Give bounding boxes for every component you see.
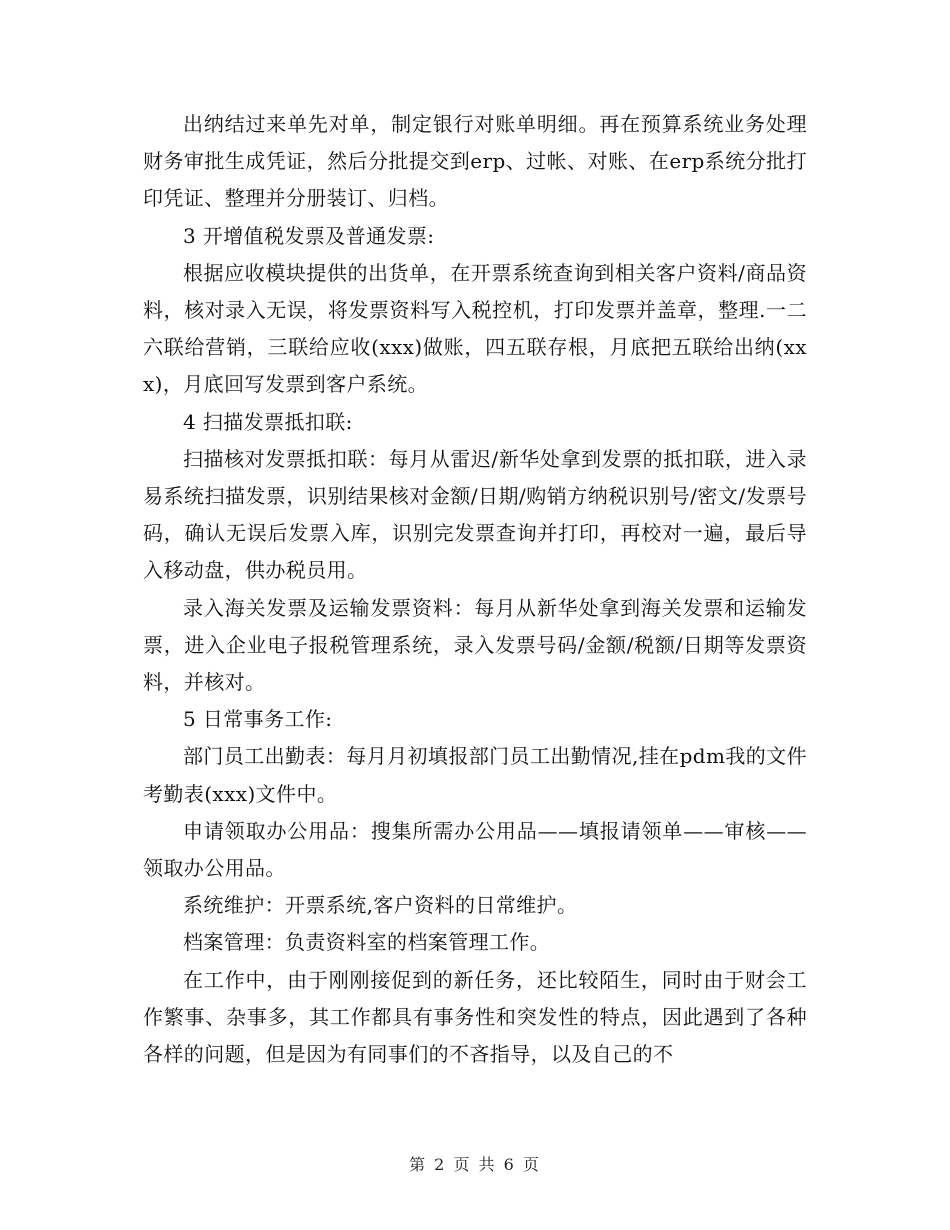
page-number-footer: 第 2 页 共 6 页	[409, 1155, 541, 1174]
paragraph-scan-invoices: 扫描核对发票抵扣联：每月从雷迟/新华处拿到发票的抵扣联，进入录易系统扫描发票，识别结果核对金额/日期/购销方纳税识别号/密文/发票号码，确认无误后发票入库，识别完发票查询并打印，再校对一遍，最后导入移动盘，供办税员用。	[143, 446, 807, 583]
paragraph-cashier-vouchers: 出纳结过来单先对单，制定银行对账单明细。再在预算系统业务处理财务审批生成凭证，然后分批提交到erp、过帐、对账、在erp系统分批打印凭证、整理并分册装订、归档。	[143, 112, 807, 211]
paragraph-invoicing: 根据应收模块提供的出货单，在开票系统查询到相关客户资料/商品资料，核对录入无误，将发票资料写入税控机，打印发票并盖章，整理.一二六联给营销，三联给应收(xxx)做账，四五联存根，月底把五联给出纳(xxx)，月底回写发票到客户系统。	[143, 260, 807, 397]
paragraph-archive-management: 档案管理：负责资料室的档案管理工作。	[183, 930, 551, 955]
heading-daily-work: 5 日常事务工作:	[183, 707, 333, 732]
paragraph-system-maintenance: 系统维护：开票系统,客户资料的日常维护。	[183, 893, 578, 918]
document-body	[143, 106, 807, 1073]
heading-scan-invoices: 4 扫描发票抵扣联:	[183, 409, 353, 434]
paragraph-attendance: 部门员工出勤表：每月月初填报部门员工出勤情况,挂在pdm我的文件考勤表(xxx)文件中。	[143, 744, 807, 806]
paragraph-office-supplies: 申请领取办公用品：搜集所需办公用品——填报请领单——审核——领取办公用品。	[143, 818, 807, 881]
paragraph-work-reflection: 在工作中，由于刚刚接促到的新任务，还比较陌生，同时由于财会工作繁事、杂事多，其工作都具有事务性和突发性的特点，因此遇到了各种各样的问题，但是因为有同事们的不吝指导，以及自己的不	[143, 967, 807, 1067]
heading-invoicing: 3 开增值税发票及普通发票:	[183, 223, 435, 248]
paragraph-customs-invoices: 录入海关发票及运输发票资料：每月从新华处拿到海关发票和运输发票，进入企业电子报税管理系统，录入发票号码/金额/税额/日期等发票资料，并核对。	[143, 595, 807, 695]
